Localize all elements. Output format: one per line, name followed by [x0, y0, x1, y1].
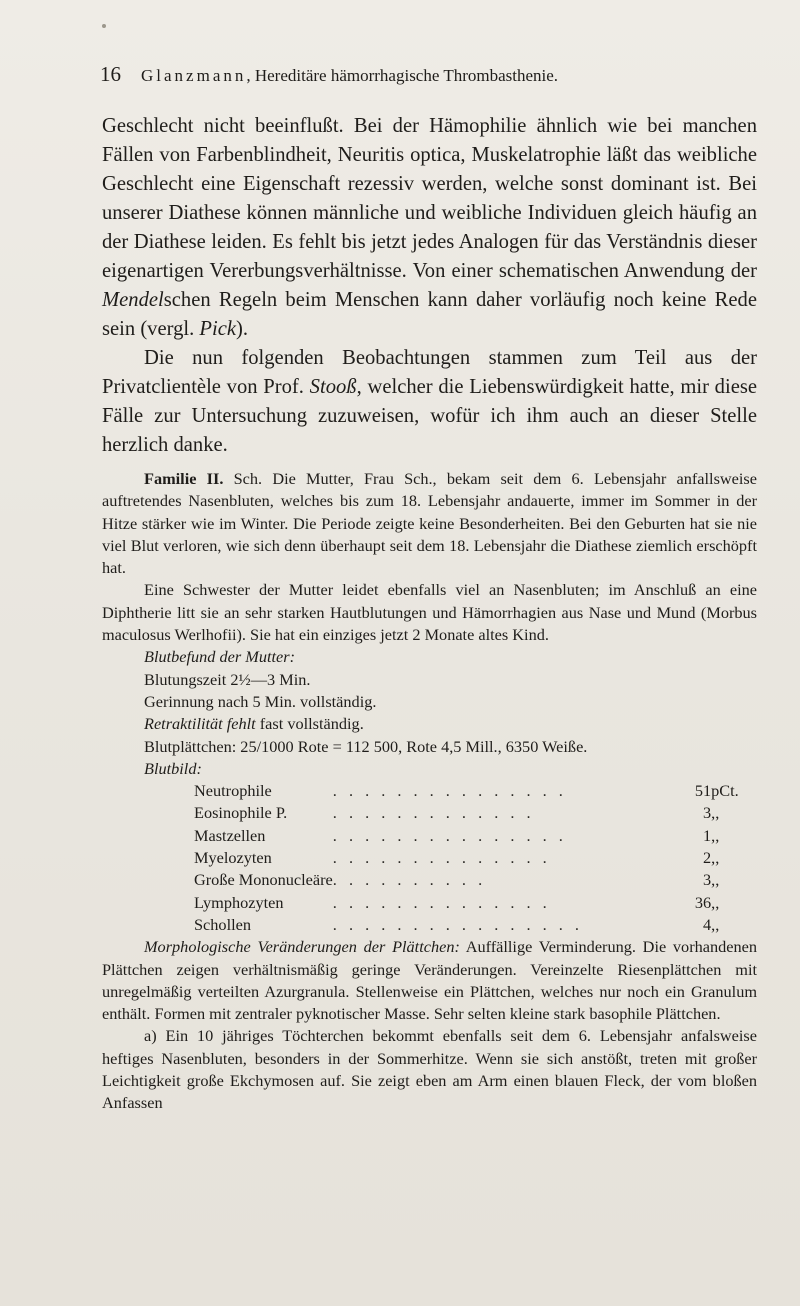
- running-header: [100, 62, 700, 87]
- cell-dots: . . . . . . . . . . . . .: [332, 803, 535, 823]
- cell-dots: . . . . . . . . . . . . . . .: [332, 825, 567, 845]
- author-name-stooss: Stooß: [309, 376, 357, 398]
- table-row: [194, 847, 757, 869]
- morphologie-paragraph: Morphologische Veränderungen der Plättchen: Auffällige Verminderung. Die vorhandenen Plättchen zeigen verhältnismäßig geringe Veränderungen. Vereinzelte Riesenplättchen mit unregelmäßig verteilten Azurgranula. Stellenweise ein Plättchen, welches nur noch ein Granulum enthält. Formen mit zentraler pyknotischer Masse. Sehr selten kleine stark basophile Plättchen.: [102, 937, 757, 1024]
- cell-label: Mastzellen: [194, 825, 266, 845]
- large-print-section: [102, 112, 757, 460]
- table-row: [194, 914, 757, 936]
- cell-dots: . . . . . . . . . .: [332, 870, 487, 890]
- cell-unit: ,,: [711, 870, 720, 890]
- familie-paragraph: Familie II. Sch. Die Mutter, Frau Sch., bekam seit dem 6. Lebensjahr anfallsweise auftretendes Nasenbluten, welches bis zum 18. Lebensjahr andauerte, immer im Sommer in der Hitze stärker wie im Winter. Die Periode zeigte keine Besonderheiten. Bei den Geburten hat sie nie viel Blut verloren, wie sich denn überhaupt seit dem 18. Lebensjahr die Diathese ziemlich erschöpft hat.: [102, 469, 757, 578]
- tochter-paragraph: a) Ein 10 jähriges Töchterchen bekommt ebenfalls seit dem 6. Lebensjahr anfalsweise heftiges Nasenbluten, besonders in der Sommerhitze. Wenn sie sich anstößt, treten mit großer Leichtigkeit große Ekchymosen auf. Sie zeigt eben am Arm einen blauen Fleck, der vom bloßen Anfassen: [102, 1026, 757, 1113]
- page-number: 16: [100, 62, 121, 86]
- cell-value: 3: [703, 803, 712, 823]
- cell-unit: ,,: [711, 825, 720, 845]
- cell-value: 4: [703, 914, 712, 934]
- page-body: [102, 112, 757, 1115]
- author-name-pick: Pick: [199, 318, 237, 340]
- cell-value: 1: [703, 825, 712, 845]
- table-row: [194, 869, 757, 891]
- retraktilitaet-line: Retraktilität fehlt fast vollständig.: [144, 714, 364, 734]
- cell-label: Große Mononucleäre: [194, 870, 333, 890]
- table-row: [194, 802, 757, 824]
- gerinnung-line: Gerinnung nach 5 Min. vollständig.: [144, 691, 377, 711]
- paper-speck: [102, 24, 106, 28]
- blutplaettchen-line: Blutplättchen: 25/1000 Rote = 112 500, Rote 4,5 Mill., 6350 Weiße.: [144, 736, 588, 756]
- cell-label: Lymphozyten: [194, 892, 284, 912]
- cell-value: 51: [694, 781, 712, 801]
- cell-dots: . . . . . . . . . . . . . . .: [332, 781, 567, 801]
- blutbild-heading: Blutbild:: [144, 758, 202, 778]
- paragraph-vererbung: Geschlecht nicht beeinflußt. Bei der Hämophilie ähnlich wie bei manchen Fällen von Farbenblindheit, Neuritis optica, Muskelatrophie läßt das weibliche Geschlecht eine Eigenschaft rezessiv werden, welche sonst dominant ist. Bei unserer Diathese können männliche und weibliche Individuen gleich häufig an der Diathese leiden. Es fehlt bis jetzt jedes Analogen für das Verständnis dieser eigenartigen Vererbungsverhältnisse. Von einer schematischen Anwendung der Mendelschen Regeln beim Menschen kann daher vorläufig noch keine Rede sein (vergl. Pick).: [102, 115, 757, 340]
- header-author: Glanzmann: [141, 66, 247, 85]
- cell-value: 36: [694, 892, 712, 912]
- blutungszeit-line: Blutungszeit 2½—3 Min.: [144, 669, 311, 689]
- schwester-paragraph: Eine Schwester der Mutter leidet ebenfalls viel an Nasenbluten; im Anschluß an eine Diphtherie litt sie an sehr starken Hautblutungen und Hämorrhagien aus Nase und Mund (Morbus maculosus Werlhofii). Sie hat ein einziges jetzt 2 Monate altes Kind.: [102, 580, 757, 645]
- cell-unit: ,,: [711, 848, 720, 868]
- cell-value: 2: [703, 848, 712, 868]
- familie-heading: Familie II.: [144, 469, 224, 488]
- morphologie-heading: Morphologische Veränderungen der Plättchen:: [144, 937, 460, 957]
- cell-dots: . . . . . . . . . . . . . . . .: [332, 914, 583, 934]
- cell-unit: ,,: [711, 803, 720, 823]
- small-print-section: [102, 468, 757, 1115]
- cell-label: Myelozyten: [194, 848, 272, 868]
- table-row: [194, 825, 757, 847]
- cell-label: Schollen: [194, 914, 251, 934]
- cell-unit: ,,: [711, 892, 720, 912]
- header-title: , Hereditäre hämorrhagische Thrombasthenie.: [246, 66, 559, 85]
- author-name-mendel: Mendel: [102, 289, 164, 311]
- cell-value: 3: [703, 870, 712, 890]
- cell-label: Eosinophile P.: [194, 803, 288, 823]
- paragraph-beobachtungen: Die nun folgenden Beobachtungen stammen zum Teil aus der Privatclientèle von Prof. Stooß, welcher die Liebenswürdigkeit hatte, mir diese Fälle zur Untersuchung zuzuweisen, wofür ich ihm auch an dieser Stelle herzlich danke.: [102, 347, 757, 456]
- cell-dots: . . . . . . . . . . . . . .: [332, 848, 551, 868]
- table-row: [194, 780, 757, 802]
- table-row: [194, 892, 757, 914]
- cell-label: Neutrophile: [194, 781, 272, 801]
- cell-unit: ,,: [711, 914, 720, 934]
- cell-unit: pCt.: [711, 781, 739, 801]
- differential-blood-count-table: [194, 780, 757, 936]
- cell-dots: . . . . . . . . . . . . . .: [332, 892, 551, 912]
- blutbefund-heading: Blutbefund der Mutter:: [144, 647, 296, 667]
